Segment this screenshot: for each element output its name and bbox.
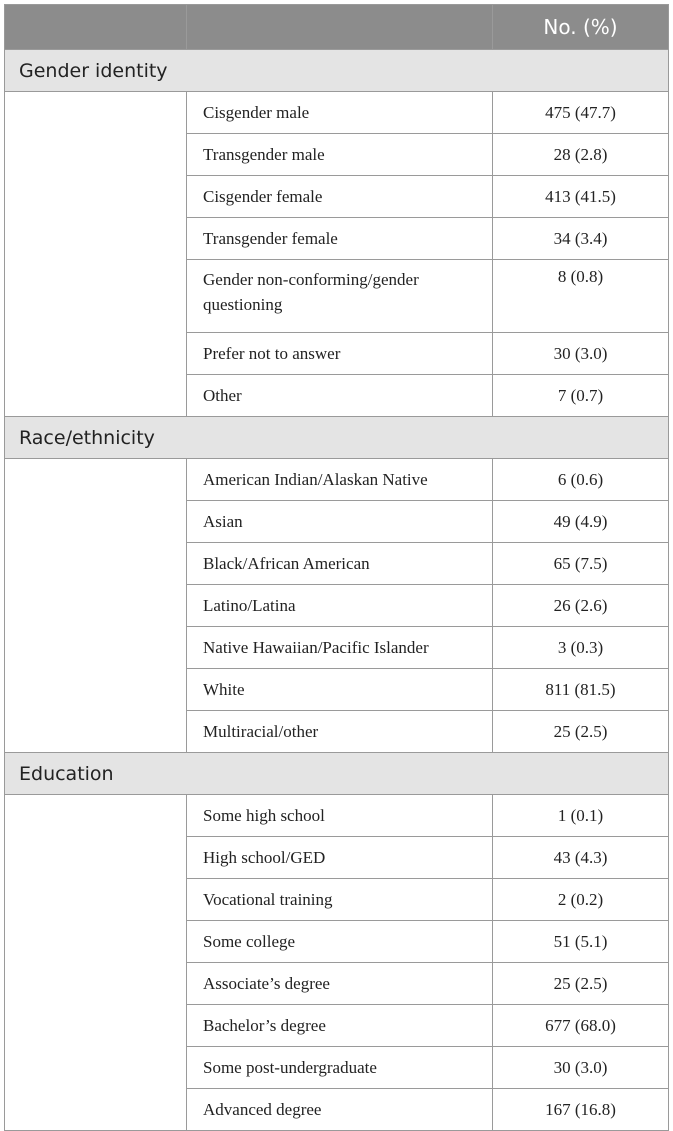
row-value: 25 (2.5) xyxy=(493,963,669,1005)
row-label: High school/GED xyxy=(187,837,493,879)
demographics-table xyxy=(4,4,669,1131)
row-value: 413 (41.5) xyxy=(493,176,669,218)
row-label: Some college xyxy=(187,921,493,963)
row-value: 1 (0.1) xyxy=(493,795,669,837)
section-spacer-cell xyxy=(5,459,187,753)
table-row xyxy=(5,459,669,501)
row-label: Black/African American xyxy=(187,543,493,585)
row-value: 6 (0.6) xyxy=(493,459,669,501)
row-label: Cisgender female xyxy=(187,176,493,218)
table-header-row xyxy=(5,5,669,50)
row-value: 2 (0.2) xyxy=(493,879,669,921)
row-label: Some post-undergraduate xyxy=(187,1047,493,1089)
row-label: Transgender male xyxy=(187,134,493,176)
row-value: 34 (3.4) xyxy=(493,218,669,260)
row-label: Advanced degree xyxy=(187,1089,493,1131)
row-value: 7 (0.7) xyxy=(493,375,669,417)
row-label: Cisgender male xyxy=(187,92,493,134)
header-cell-2 xyxy=(187,5,493,50)
row-label: American Indian/Alaskan Native xyxy=(187,459,493,501)
row-value: 167 (16.8) xyxy=(493,1089,669,1131)
row-value: 49 (4.9) xyxy=(493,501,669,543)
row-label: Latino/Latina xyxy=(187,585,493,627)
row-value: 43 (4.3) xyxy=(493,837,669,879)
table-row xyxy=(5,795,669,837)
section-title: Race/ethnicity xyxy=(5,417,669,459)
row-label: Some high school xyxy=(187,795,493,837)
row-value: 30 (3.0) xyxy=(493,333,669,375)
row-label: Other xyxy=(187,375,493,417)
row-value: 811 (81.5) xyxy=(493,669,669,711)
section-header-education xyxy=(5,753,669,795)
row-value: 26 (2.6) xyxy=(493,585,669,627)
row-value: 8 (0.8) xyxy=(493,260,669,333)
row-value: 475 (47.7) xyxy=(493,92,669,134)
row-label: Associate’s degree xyxy=(187,963,493,1005)
row-value: 677 (68.0) xyxy=(493,1005,669,1047)
header-count-percent: No. (%) xyxy=(493,5,669,50)
row-label: Transgender female xyxy=(187,218,493,260)
row-label: White xyxy=(187,669,493,711)
row-value: 28 (2.8) xyxy=(493,134,669,176)
row-label: Prefer not to answer xyxy=(187,333,493,375)
row-label: Asian xyxy=(187,501,493,543)
section-spacer-cell xyxy=(5,795,187,1131)
section-header-race xyxy=(5,417,669,459)
row-label: Native Hawaiian/Pacific Islander xyxy=(187,627,493,669)
row-value: 30 (3.0) xyxy=(493,1047,669,1089)
row-label: Bachelor’s degree xyxy=(187,1005,493,1047)
row-label: Multiracial/other xyxy=(187,711,493,753)
section-spacer-cell xyxy=(5,92,187,417)
row-value: 65 (7.5) xyxy=(493,543,669,585)
section-title: Education xyxy=(5,753,669,795)
row-value: 51 (5.1) xyxy=(493,921,669,963)
row-value: 3 (0.3) xyxy=(493,627,669,669)
table-row xyxy=(5,92,669,134)
row-value: 25 (2.5) xyxy=(493,711,669,753)
section-header-gender xyxy=(5,50,669,92)
row-label: Vocational training xyxy=(187,879,493,921)
section-title: Gender identity xyxy=(5,50,669,92)
header-cell-1 xyxy=(5,5,187,50)
row-label: Gender non-conforming/gender questioning xyxy=(187,260,493,333)
